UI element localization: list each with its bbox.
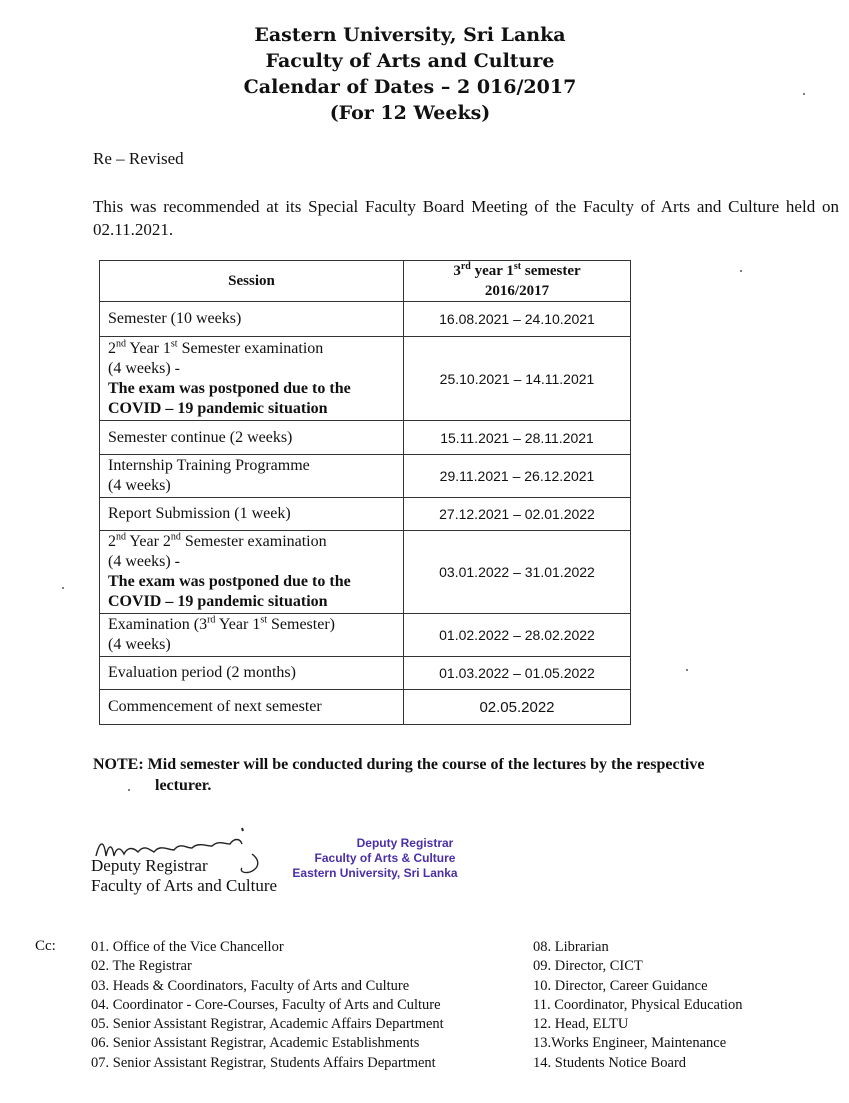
table-row (100, 302, 631, 337)
cc-item: 08. Librarian (533, 939, 609, 955)
cc-item: 02. The Registrar (91, 958, 192, 975)
table-row (100, 657, 631, 690)
signatory-block (91, 856, 277, 896)
scan-speck (803, 93, 805, 95)
dates-cell: 01.02.2022 – 28.02.2022 (404, 614, 631, 657)
signatory-title: Deputy Registrar (91, 856, 208, 875)
cc-item: 09. Director, CICT (533, 958, 643, 975)
table-row (100, 498, 631, 531)
cc-item: 14. Students Notice Board (533, 1054, 687, 1071)
session-cell: Commencement of next semester (100, 690, 404, 725)
calendar-table (99, 260, 631, 725)
cc-item: 01. Office of the Vice Chancellor (91, 939, 284, 955)
session-cell: Report Submission (1 week) (100, 498, 404, 531)
signatory-faculty: Faculty of Arts and Culture (91, 876, 278, 895)
table-row (100, 690, 631, 725)
session-cell: Evaluation period (2 months) (100, 657, 404, 690)
session-cell: Examination (3rd Year 1st Semester) (4 weeks) (100, 614, 404, 657)
cc-item: 06. Senior Assistant Registrar, Academic Establishments (91, 1035, 420, 1052)
note-label: NOTE: (93, 756, 144, 773)
dates-cell: 16.08.2021 – 24.10.2021 (404, 302, 631, 337)
cc-list-right (533, 938, 743, 1073)
period-column-header: 3rd year 1st semester 2016/2017 (404, 261, 631, 302)
session-cell: Semester (10 weeks) (100, 302, 404, 337)
table-row (100, 337, 631, 421)
dates-cell: 01.03.2022 – 01.05.2022 (404, 657, 631, 690)
cc-item: 07. Senior Assistant Registrar, Students Affairs Department (91, 1054, 436, 1071)
postponed-note: The exam was postponed due to the COVID – 19 pandemic situation (108, 379, 351, 417)
cc-item: 13.Works Engineer, Maintenance (533, 1035, 727, 1052)
note-block (93, 754, 813, 796)
session-column-header: Session (100, 261, 404, 302)
cc-item: 05. Senior Assistant Registrar, Academic Affairs Department (91, 1016, 444, 1033)
dates-cell: 29.11.2021 – 26.12.2021 (404, 455, 631, 498)
scan-speck (62, 587, 64, 589)
dates-cell: 02.05.2022 (404, 690, 631, 725)
table-row (100, 421, 631, 455)
dates-cell: 03.01.2022 – 31.01.2022 (404, 531, 631, 614)
cc-item: 03. Heads & Coordinators, Faculty of Arts and Culture (91, 977, 410, 994)
cc-list-left (91, 938, 444, 1073)
cc-label: Cc: (35, 938, 56, 954)
cc-item: 12. Head, ELTU (533, 1016, 629, 1033)
cc-item: 04. Coordinator - Core-Courses, Faculty of Arts and Culture (91, 996, 441, 1013)
dates-cell: 15.11.2021 – 28.11.2021 (404, 421, 631, 455)
faculty-name: Faculty of Arts and Culture (265, 50, 555, 72)
cc-item: 11. Coordinator, Physical Education (533, 996, 743, 1013)
session-cell: Internship Training Programme (4 weeks) (100, 455, 404, 498)
dates-cell: 27.12.2021 – 02.01.2022 (404, 498, 631, 531)
stamp-line-3: Eastern University, Sri Lanka (292, 866, 458, 880)
stamp-line-1: Deputy Registrar (356, 836, 454, 850)
table-header-row (100, 261, 631, 302)
table-row (100, 455, 631, 498)
scan-speck (740, 270, 742, 272)
dates-cell: 25.10.2021 – 14.11.2021 (404, 337, 631, 421)
document-header (0, 22, 820, 126)
scan-speck (128, 789, 130, 791)
university-name: Eastern University, Sri Lanka (254, 24, 566, 46)
session-cell: 2nd Year 1st Semester examination (4 weeks) - The exam was postponed due to the COVID – 19 pandemic situation (100, 337, 404, 421)
stamp-line-2: Faculty of Arts & Culture (314, 851, 456, 865)
duration-subtitle: (For 12 Weeks) (329, 102, 491, 124)
table-row (100, 531, 631, 614)
intro-paragraph: This was recommended at its Special Faculty Board Meeting of the Faculty of Arts and Culture held on 02.11.2021. (93, 197, 839, 239)
note-text-line1: Mid semester will be conducted during the course of the lectures by the respective (147, 756, 705, 773)
session-cell: Semester continue (2 weeks) (100, 421, 404, 455)
calendar-title: Calendar of Dates – 2 016/2017 (243, 76, 577, 98)
official-stamp (290, 836, 480, 881)
cc-item: 10. Director, Career Guidance (533, 977, 708, 994)
table-row (100, 614, 631, 657)
note-text-line2: lecturer. (155, 777, 212, 794)
scan-speck (686, 669, 688, 671)
session-cell: 2nd Year 2nd Semester examination (4 weeks) - The exam was postponed due to the COVID – 19 pandemic situation (100, 531, 404, 614)
postponed-note: The exam was postponed due to the COVID – 19 pandemic situation (108, 573, 351, 610)
revision-label: Re – Revised (93, 149, 184, 168)
